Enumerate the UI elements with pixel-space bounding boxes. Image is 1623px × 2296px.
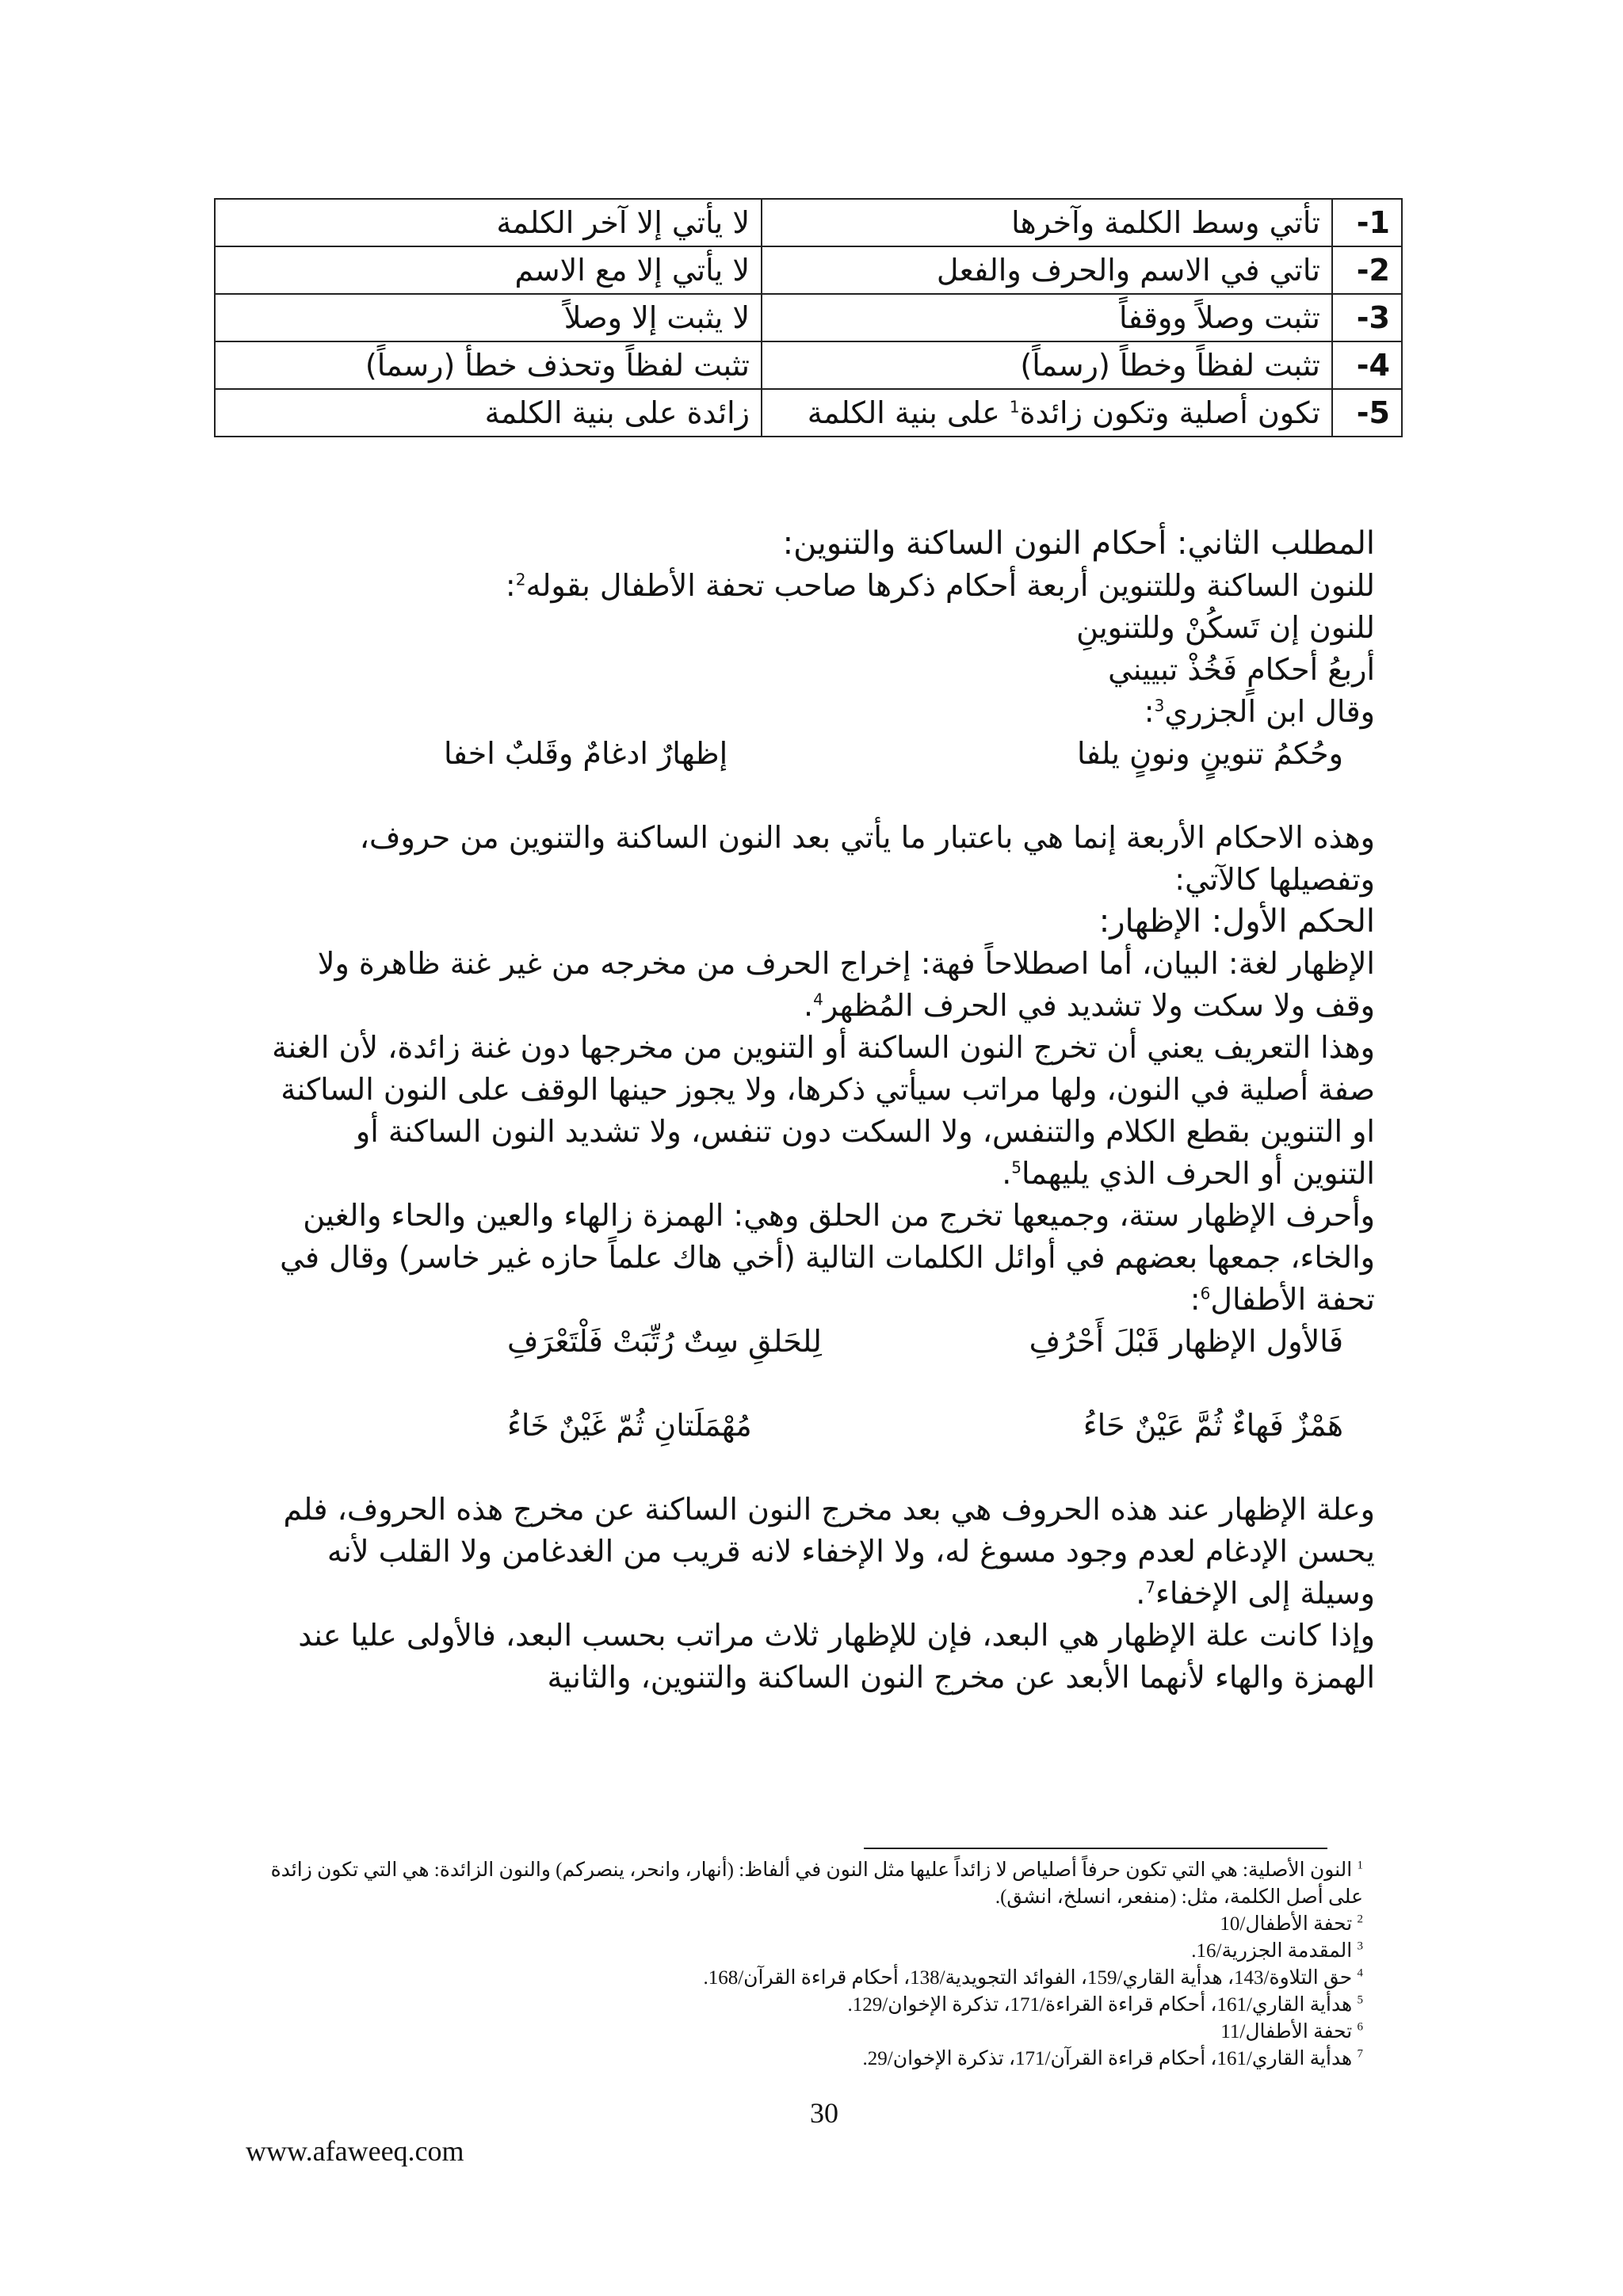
cell-text: على بنية الكلمة — [807, 395, 1010, 430]
verse-couplet — [269, 1321, 1375, 1363]
paragraph-text: للنون الساكنة وللتنوين أربعة أحكام ذكرها صاحب تحفة الأطفال بقوله — [525, 568, 1375, 603]
footnote-number: 6 — [1357, 2020, 1363, 2034]
cell-text: تكون أصلية وتكون زائدة — [1019, 395, 1320, 430]
paragraph-text: وأحرف الإظهار ستة، وجميعها تخرج من الحلق وهي: الهمزة زالهاء والعين والحاء والغين والخاء، جمعها بعضهم في أوائل الكلمات التالية (أخي هاك علماً حازه غير خاسر) وقال في تحفة الأطفال — [280, 1198, 1375, 1317]
footnote-number: 7 — [1357, 2047, 1363, 2061]
footnote — [254, 1857, 1363, 1911]
footnote — [254, 1938, 1363, 1965]
table-cell: لا يأتي إلا مع الاسم — [215, 246, 762, 294]
footnote-text: المقدمة الجزرية/16. — [1191, 1940, 1353, 1962]
paragraph — [269, 1027, 1375, 1195]
row-number: 5- — [1332, 389, 1402, 437]
footnote-text: تحفة الأطفال/10 — [1220, 1913, 1353, 1935]
comparison-table — [214, 198, 1403, 437]
footnote-ref[interactable]: 4 — [813, 990, 823, 1009]
footnote-number: 3 — [1357, 1939, 1363, 1953]
row-number: 3- — [1332, 294, 1402, 341]
verse-hemistich-right: فَالأول الإظهار قَبْلَ أَحْرُفِ — [1029, 1324, 1343, 1359]
footnote-ref[interactable]: 7 — [1145, 1577, 1156, 1597]
verse-line: أربعُ أحكامٍ فَخُذْ تبييني — [1108, 652, 1375, 687]
table-cell: تاتي في الاسم والحرف والفعل — [762, 246, 1332, 294]
row-number: 4- — [1332, 341, 1402, 389]
table-row — [215, 294, 1402, 341]
footnote-text: تحفة الأطفال/11 — [1220, 2021, 1353, 2042]
table-cell: لا يأتي إلا آخر الكلمة — [215, 199, 762, 246]
footnote-ref[interactable]: 3 — [1154, 696, 1165, 715]
paragraph-text: وعلة الإظهار عند هذه الحروف هي بعد مخرج النون الساكنة عن مخرج هذه الحروف، فلم يحسن الإدغام لعدم وجود مسوغ له، ولا الإخفاء لانه قريب من الغدغامن ولا القلب لأنه وسيلة إلى الإخفاء — [283, 1492, 1375, 1611]
footnote-ref[interactable]: 6 — [1200, 1283, 1211, 1303]
paragraph-text: وهذا التعريف يعني أن تخرج النون الساكنة أو التنوين من مخرجها دون غنة زائدة، لأن الغنة صفة أصلية في النون، ولها مراتب سيأتي ذكرها، ولا يجوز حينها الوقف على النون الساكنة او التنوين بقطع الكلام والتنفس، ولا السكت دون تنفس، ولا تشديد النون الساكنة أو التنوين أو الحرف الذي يليهما — [272, 1030, 1375, 1191]
footnote-number: 1 — [1357, 1859, 1363, 1872]
punctuation: : — [505, 568, 516, 603]
verse-line: للنون إن تَسكُنْ وللتنوينِ — [1076, 610, 1375, 645]
table-cell: تثبت لفظاً وخطاً (رسماً) — [762, 341, 1332, 389]
footnote — [254, 2046, 1363, 2073]
footnote — [254, 1992, 1363, 2019]
verse-hemistich-left: إظهارٌ ادغامٌ وقَلبٌ اخفا — [444, 736, 728, 771]
table-row — [215, 389, 1402, 437]
section-heading: المطلب الثاني: أحكام النون الساكنة والتنوين: — [782, 525, 1375, 562]
verse-hemistich-right: هَمْزٌ فَهاءٌ ثُمَّ عَيْنٌ حَاءُ — [1083, 1408, 1343, 1443]
footnote-ref[interactable]: 2 — [515, 570, 526, 589]
footnote-number: 2 — [1357, 1913, 1363, 1926]
table-cell: زائدة على بنية الكلمة — [215, 389, 762, 437]
paragraph: وهذه الاحكام الأربعة إنما هي باعتبار ما يأتي بعد النون الساكنة والتنوين من حروف، وتفصيلها كالآتي: — [359, 820, 1375, 897]
row-number: 1- — [1332, 199, 1402, 246]
paragraph — [269, 943, 1375, 1027]
footnote-ref[interactable]: 5 — [1011, 1158, 1022, 1177]
verse-hemistich-right: وحُكمُ تنوينٍ ونونٍ يلفا — [1077, 736, 1343, 771]
verse-couplet — [269, 733, 1375, 775]
main-text — [269, 523, 1375, 1699]
footnote-text: حق التلاوة/143، هدأية القاري/159، الفوائد التجويدية/138، أحكام قراءة القرآن/168. — [703, 1967, 1353, 1989]
verse-couplet — [269, 1405, 1375, 1447]
footnote-divider — [864, 1848, 1327, 1849]
paragraph-text: وقال ابن الجزري — [1164, 694, 1375, 729]
footnote-ref[interactable]: 1 — [1009, 397, 1020, 417]
punctuation: : — [1190, 1282, 1201, 1317]
table-cell: تأتي وسط الكلمة وآخرها — [762, 199, 1332, 246]
paragraph-text: الإظهار لغة: البيان، أما اصطلاحاً فهة: إخراج الحرف من مخرجه من غير غنة ظاهرة ولا وقف ولا سكت ولا تشديد في الحرف المُظهر — [317, 946, 1375, 1023]
footnote-text: النون الأصلية: هي التي تكون حرفاً أصلياص لا زائداً عليها مثل النون في ألفاظ: (أنهار، وانحر، ينصركم) والنون الزائدة: هي التي تكون زائدة على أصل الكلمة، مثل: (منفعر، انسلخ، انشق). — [270, 1859, 1363, 1908]
paragraph — [269, 1489, 1375, 1615]
section-heading: الحكم الأول: الإظهار: — [1098, 903, 1375, 940]
punctuation: . — [1002, 1156, 1012, 1191]
verse-hemistich-left: مُهْمَلَتانِ ثُمّ غَيْنٌ خَاءُ — [507, 1408, 752, 1443]
footnote — [254, 1965, 1363, 1992]
paragraph — [269, 1195, 1375, 1321]
row-number: 2- — [1332, 246, 1402, 294]
table-row — [215, 199, 1402, 246]
punctuation: . — [1136, 1576, 1146, 1611]
website-url[interactable]: www.afaweeq.com — [246, 2135, 464, 2167]
footnote — [254, 1911, 1363, 1938]
footnotes — [254, 1857, 1363, 2073]
table-row — [215, 246, 1402, 294]
table-cell: لا يثبت إلا وصلاً — [215, 294, 762, 341]
punctuation: . — [804, 988, 814, 1023]
table-cell: تثبت لفظاً وتحذف خطأ (رسماً) — [215, 341, 762, 389]
paragraph: وإذا كانت علة الإظهار هي البعد، فإن للإظهار ثلاث مراتب بحسب البعد، فالأولى عليا عند الهمزة والهاء لأنهما الأبعد عن مخرج النون الساكنة والتنوين، والثانية — [298, 1618, 1375, 1695]
footnote-number: 5 — [1357, 1993, 1363, 2007]
paragraph — [269, 565, 1375, 607]
footnote-number: 4 — [1357, 1966, 1363, 1980]
table-cell: تثبت وصلاً ووقفاً — [762, 294, 1332, 341]
punctuation: : — [1144, 694, 1155, 729]
table-row — [215, 341, 1402, 389]
footnote-text: هدأية القاري/161، أحكام قراءة القرآن/171، تذكرة الإخوان/29. — [862, 2048, 1353, 2069]
table-cell — [762, 389, 1332, 437]
verse-hemistich-left: لِلحَلقِ سِتٌ رُتِّبَتْ فَلْتَعْرَفِ — [507, 1324, 822, 1359]
page-number: 30 — [810, 2097, 838, 2129]
paragraph — [269, 691, 1375, 733]
footnote — [254, 2019, 1363, 2046]
footnote-text: هدأية القاري/161، أحكام قراءة القراءة/171، تذكرة الإخوان/129. — [847, 1994, 1353, 2016]
